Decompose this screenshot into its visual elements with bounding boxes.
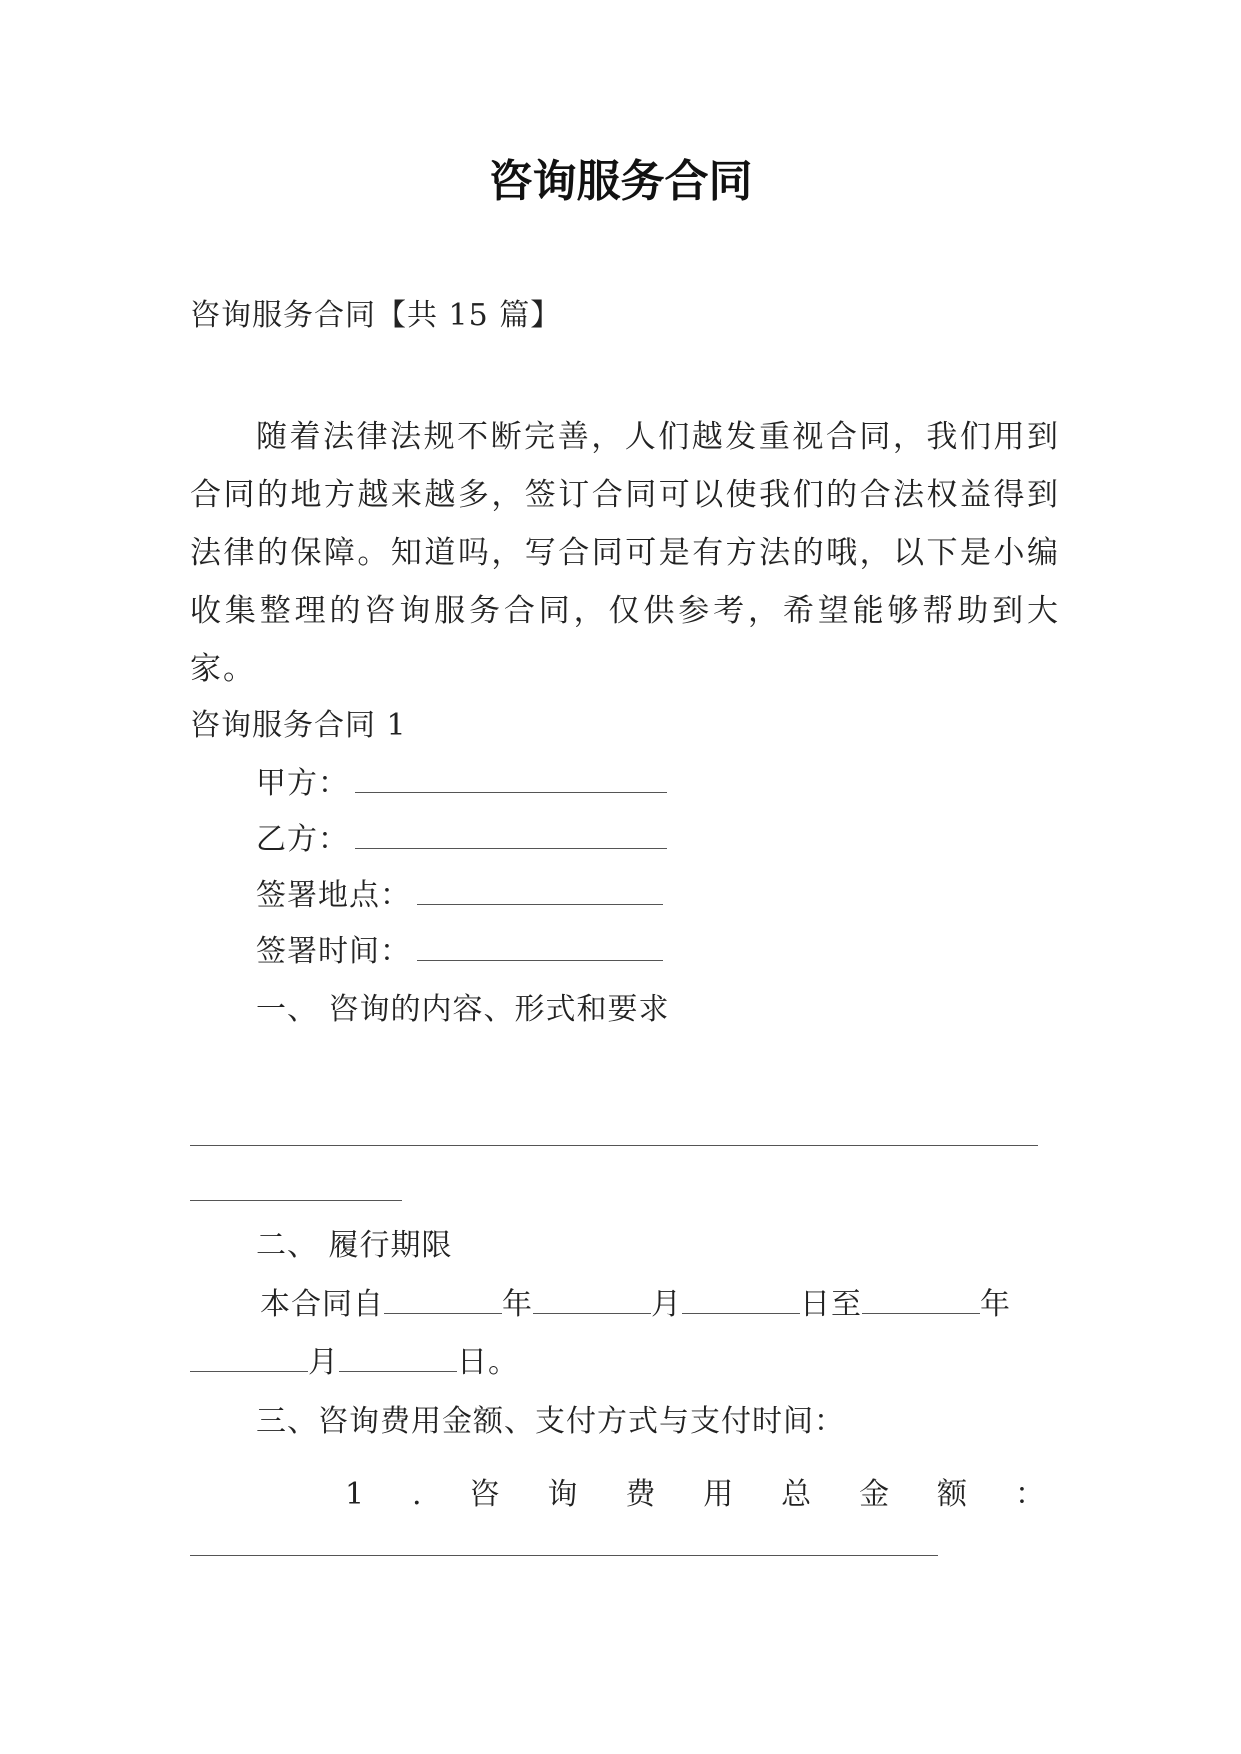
term-row-2: [190, 1343, 519, 1383]
section-3-heading: 三、咨询费用金额、支付方式与支付时间：: [256, 1404, 845, 1439]
party-a-label: 甲方：: [256, 766, 349, 801]
fee-char: 用: [703, 1477, 734, 1512]
fee-char: 咨: [469, 1477, 500, 1512]
party-a-row: [256, 764, 667, 804]
fee-item-number: 1: [345, 1477, 365, 1512]
start-day-field[interactable]: [682, 1287, 800, 1314]
sign-place-label: 签署地点：: [256, 878, 411, 913]
sign-place-row: [256, 876, 663, 916]
term-day-to-label: 日至: [800, 1287, 862, 1322]
party-b-label: 乙方：: [256, 822, 349, 857]
section-1-heading: 一、 咨询的内容、形式和要求: [256, 992, 670, 1027]
section-1-content-line-1[interactable]: [190, 1145, 1038, 1146]
term-prefix: 本合同自: [260, 1287, 384, 1322]
term-year-label: 年: [502, 1287, 533, 1322]
term-row-1: [260, 1285, 1011, 1325]
fee-char: 询: [547, 1477, 578, 1512]
end-month-field[interactable]: [190, 1345, 308, 1372]
start-month-field[interactable]: [533, 1287, 651, 1314]
fee-char: 总: [781, 1477, 812, 1512]
party-b-field[interactable]: [355, 822, 667, 849]
sign-time-field[interactable]: [417, 934, 663, 961]
section-1-content-line-2[interactable]: [190, 1200, 402, 1201]
fee-char: ：: [1014, 1477, 1045, 1512]
contract-heading: 咨询服务合同 1: [190, 708, 407, 743]
end-day-field[interactable]: [339, 1345, 457, 1372]
party-a-field[interactable]: [355, 766, 667, 793]
fee-item-dot: .: [412, 1477, 422, 1512]
fee-char: 金: [859, 1477, 890, 1512]
intro-paragraph: 随着法律法规不断完善，人们越发重视合同，我们用到合同的地方越来越多，签订合同可以使我们的合法权益得到法律的保障。知道吗，写合同可是有方法的哦，以下是小编收集整理的咨询服务合同，仅供参考，希望能够帮助到大家。: [190, 419, 1060, 687]
start-year-field[interactable]: [384, 1287, 502, 1314]
party-b-row: [256, 820, 667, 860]
sign-time-row: [256, 932, 663, 972]
term-month-label: 月: [651, 1287, 682, 1322]
section-2-heading: 二、 履行期限: [256, 1228, 453, 1263]
sign-time-label: 签署时间：: [256, 934, 411, 969]
fee-total-field[interactable]: [190, 1555, 938, 1556]
document-subtitle: 咨询服务合同【共 15 篇】: [190, 298, 562, 333]
fee-char: 额: [937, 1477, 968, 1512]
term-month2-label: 月: [308, 1345, 339, 1380]
term-day-end-label: 日。: [457, 1345, 519, 1380]
document-title: 咨询服务合同: [488, 156, 753, 207]
fee-total-row: [345, 1475, 1045, 1515]
sign-place-field[interactable]: [417, 878, 663, 905]
term-year2-label: 年: [980, 1287, 1011, 1322]
fee-char: 费: [625, 1477, 656, 1512]
end-year-field[interactable]: [862, 1287, 980, 1314]
